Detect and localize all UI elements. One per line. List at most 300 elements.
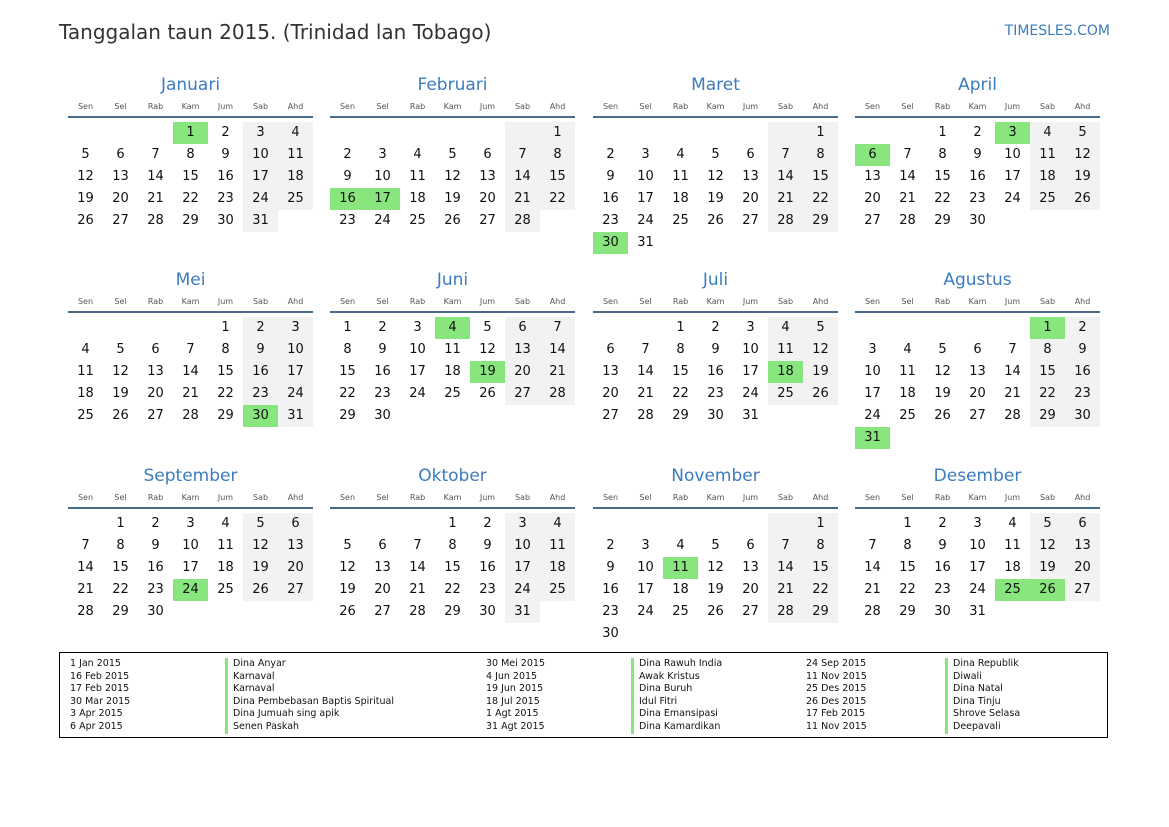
legend-holiday-name: Senen Paskah <box>225 721 394 734</box>
calendar-day: 17 <box>243 166 278 188</box>
empty-day <box>138 122 173 144</box>
weekday-label: Jum <box>1004 297 1021 306</box>
calendar-day: 6 <box>483 147 492 162</box>
calendar-day: 5 <box>343 538 352 553</box>
calendar-day: 31 <box>742 408 759 423</box>
calendar-day: 18 <box>1004 560 1021 575</box>
weekday-label: Sab <box>514 102 531 111</box>
day-grid <box>593 513 838 645</box>
weekday-label: Rab <box>672 493 689 502</box>
calendar-day: 2 <box>378 320 387 335</box>
day-grid <box>593 122 838 254</box>
weekday-label: Kam <box>443 102 462 111</box>
calendar-day: 7 <box>151 147 160 162</box>
header-divider <box>68 507 313 509</box>
calendar-day: 26 <box>112 408 129 423</box>
calendar-day: 29 <box>217 408 234 423</box>
legend-holiday-name: Dina Tinju <box>945 696 1020 709</box>
calendar-day: 2 <box>938 516 947 531</box>
empty-day <box>628 122 663 144</box>
calendar-day: 15 <box>803 557 838 579</box>
calendar-day: 8 <box>676 342 685 357</box>
holiday-day: 31 <box>855 427 890 449</box>
calendar-day: 5 <box>711 538 720 553</box>
day-grid <box>68 122 313 232</box>
calendar-day: 22 <box>339 386 356 401</box>
calendar-day: 24 <box>637 604 654 619</box>
calendar-day: 9 <box>343 169 352 184</box>
calendar-day: 23 <box>374 386 391 401</box>
calendar-day: 16 <box>243 361 278 383</box>
legend-date: 1 Jan 2015 <box>70 658 121 669</box>
calendar-day: 18 <box>672 191 689 206</box>
calendar-day: 7 <box>768 144 803 166</box>
calendar-day: 30 <box>969 213 986 228</box>
month-calendar <box>330 269 575 427</box>
calendar-day: 25 <box>278 188 313 210</box>
calendar-day: 17 <box>864 386 881 401</box>
calendar-day: 24 <box>637 213 654 228</box>
calendar-day: 15 <box>112 560 129 575</box>
calendar-day: 8 <box>116 538 125 553</box>
legend-holiday-name: Dina Republik <box>945 658 1020 671</box>
empty-day <box>505 122 540 144</box>
calendar-day: 16 <box>374 364 391 379</box>
calendar-day: 15 <box>182 169 199 184</box>
calendar-day: 17 <box>505 557 540 579</box>
weekday-label: Sen <box>864 297 881 306</box>
legend-date: 11 Nov 2015 <box>806 720 867 732</box>
calendar-day: 10 <box>505 535 540 557</box>
calendar-day: 13 <box>742 560 759 575</box>
header-divider <box>593 311 838 313</box>
calendar-day: 6 <box>606 342 615 357</box>
calendar-day: 22 <box>1030 383 1065 405</box>
calendar-day: 9 <box>1065 339 1100 361</box>
holiday-day: 19 <box>470 361 505 383</box>
calendar-day: 25 <box>899 408 916 423</box>
weekday-label: Ahd <box>812 102 829 111</box>
weekday-header <box>593 98 838 116</box>
calendar-day: 15 <box>444 560 461 575</box>
calendar-day: 4 <box>278 122 313 144</box>
holiday-day: 16 <box>330 188 365 210</box>
calendar-day: 9 <box>606 560 615 575</box>
calendar-day: 28 <box>899 213 916 228</box>
calendar-day: 6 <box>505 317 540 339</box>
legend-holiday-name: Dina Anyar <box>225 658 394 671</box>
month-name: Agustus <box>943 270 1012 290</box>
empty-day <box>173 317 208 339</box>
weekday-label: Sel <box>639 493 652 502</box>
calendar-day: 19 <box>1030 557 1065 579</box>
month-calendar <box>68 269 313 427</box>
empty-day <box>330 122 365 144</box>
calendar-day: 18 <box>899 386 916 401</box>
calendar-day: 23 <box>969 191 986 206</box>
calendar-day: 22 <box>112 582 129 597</box>
day-grid <box>68 513 313 623</box>
day-grid <box>855 513 1100 623</box>
weekday-label: Sab <box>1039 493 1056 502</box>
calendar-day: 21 <box>1004 386 1021 401</box>
calendar-day: 1 <box>938 125 947 140</box>
calendar-day: 5 <box>803 317 838 339</box>
calendar-day: 6 <box>1065 513 1100 535</box>
header-divider <box>593 116 838 118</box>
calendar-day: 30 <box>147 604 164 619</box>
calendar-day: 28 <box>637 408 654 423</box>
legend-date: 11 Nov 2015 <box>806 670 867 682</box>
calendar-day: 26 <box>707 213 724 228</box>
calendar-day: 15 <box>899 560 916 575</box>
calendar-day: 23 <box>217 191 234 206</box>
calendar-day: 14 <box>409 560 426 575</box>
holiday-day: 3 <box>995 122 1030 144</box>
calendar-day: 1 <box>116 516 125 531</box>
calendar-day: 23 <box>243 383 278 405</box>
legend-holiday-name: Dina Pembebasan Baptis Spiritual <box>225 696 394 709</box>
legend-holiday-name: Dina Natal <box>945 683 1020 696</box>
calendar-day: 6 <box>973 342 982 357</box>
calendar-day: 15 <box>217 364 234 379</box>
holiday-day: 17 <box>365 188 400 210</box>
weekday-header <box>593 489 838 507</box>
weekday-label: Jum <box>1004 102 1021 111</box>
page-title: Tanggalan taun 2015. (Trinidad lan Tobago) <box>59 20 492 44</box>
calendar-day: 16 <box>934 560 951 575</box>
calendar-day: 24 <box>505 579 540 601</box>
calendar-day: 8 <box>803 535 838 557</box>
legend-date: 17 Feb 2015 <box>806 708 866 720</box>
calendar-day: 27 <box>742 604 759 619</box>
legend-holiday-name: Diwali <box>945 671 1020 684</box>
calendar-day: 21 <box>409 582 426 597</box>
calendar-day: 10 <box>864 364 881 379</box>
weekday-label: Ahd <box>287 297 304 306</box>
calendar-day: 23 <box>602 213 619 228</box>
calendar-day: 25 <box>672 213 689 228</box>
calendar-day: 8 <box>1030 339 1065 361</box>
weekday-label: Sab <box>252 297 269 306</box>
calendar-day: 22 <box>540 188 575 210</box>
weekday-label: Jum <box>742 102 759 111</box>
calendar-day: 30 <box>374 408 391 423</box>
calendar-day: 11 <box>540 535 575 557</box>
legend-name-column <box>631 658 722 734</box>
calendar-day: 7 <box>1008 342 1017 357</box>
legend-name-column <box>225 658 394 734</box>
calendar-day: 20 <box>742 191 759 206</box>
calendar-day: 16 <box>1065 361 1100 383</box>
calendar-day: 7 <box>540 317 575 339</box>
weekday-label: Sen <box>602 493 619 502</box>
empty-day <box>103 122 138 144</box>
weekday-label: Sel <box>901 297 914 306</box>
calendar-day: 26 <box>444 213 461 228</box>
calendar-day: 29 <box>934 213 951 228</box>
weekday-label: Jum <box>217 493 234 502</box>
calendar-day: 24 <box>969 582 986 597</box>
weekday-label: Ahd <box>549 493 566 502</box>
calendar-day: 31 <box>637 235 654 250</box>
calendar-day: 14 <box>864 560 881 575</box>
day-grid <box>855 317 1100 449</box>
calendar-day: 23 <box>1065 383 1100 405</box>
calendar-day: 20 <box>278 557 313 579</box>
empty-day <box>768 122 803 144</box>
calendar-day: 15 <box>672 364 689 379</box>
header-divider <box>330 116 575 118</box>
calendar-day: 3 <box>505 513 540 535</box>
calendar-day: 3 <box>413 320 422 335</box>
calendar-day: 17 <box>278 361 313 383</box>
weekday-label: Kam <box>181 297 200 306</box>
calendar-day: 3 <box>378 147 387 162</box>
calendar-day: 5 <box>448 147 457 162</box>
weekday-label: Jum <box>479 493 496 502</box>
calendar-day: 10 <box>969 538 986 553</box>
weekday-label: Kam <box>706 297 725 306</box>
weekday-label: Rab <box>409 493 426 502</box>
calendar-day: 21 <box>147 191 164 206</box>
empty-day <box>855 122 890 144</box>
weekday-label: Jum <box>479 102 496 111</box>
calendar-day: 29 <box>182 213 199 228</box>
calendar-day: 1 <box>903 516 912 531</box>
calendar-day: 19 <box>77 191 94 206</box>
calendar-day: 11 <box>672 169 689 184</box>
calendar-day: 15 <box>1030 361 1065 383</box>
legend-holiday-name: Dina Rawuh India <box>631 658 722 671</box>
month-name: Juli <box>702 270 729 290</box>
calendar-day: 27 <box>147 408 164 423</box>
empty-day <box>960 317 995 339</box>
calendar-day: 14 <box>768 166 803 188</box>
empty-day <box>365 513 400 535</box>
calendar-day: 13 <box>1065 535 1100 557</box>
calendar-day: 13 <box>969 364 986 379</box>
month-name: Oktober <box>418 466 487 486</box>
weekday-label: Jum <box>479 297 496 306</box>
weekday-label: Kam <box>706 493 725 502</box>
weekday-label: Rab <box>409 297 426 306</box>
legend-date: 30 Mar 2015 <box>70 695 131 707</box>
legend-date: 16 Feb 2015 <box>70 670 130 682</box>
empty-day <box>628 317 663 339</box>
calendar-day: 28 <box>77 604 94 619</box>
calendar-day: 18 <box>540 557 575 579</box>
holiday-day: 30 <box>593 232 628 254</box>
empty-day <box>925 317 960 339</box>
calendar-day: 20 <box>742 582 759 597</box>
empty-day <box>365 122 400 144</box>
calendar-day: 16 <box>217 169 234 184</box>
calendar-day: 19 <box>707 582 724 597</box>
calendar-day: 14 <box>540 339 575 361</box>
legend-holiday-name: Karnaval <box>225 683 394 696</box>
calendar-day: 19 <box>707 191 724 206</box>
weekday-label: Kam <box>443 297 462 306</box>
empty-day <box>68 122 103 144</box>
weekday-label: Ahd <box>1074 493 1091 502</box>
calendar-day: 14 <box>182 364 199 379</box>
legend-date: 24 Sep 2015 <box>806 658 867 669</box>
weekday-label: Jum <box>1004 493 1021 502</box>
month-calendar <box>593 465 838 645</box>
calendar-day: 6 <box>278 513 313 535</box>
empty-day <box>138 317 173 339</box>
calendar-day: 15 <box>540 166 575 188</box>
calendar-day: 29 <box>803 601 838 623</box>
weekday-label: Sen <box>864 102 881 111</box>
calendar-day: 29 <box>672 408 689 423</box>
empty-day <box>698 513 733 535</box>
calendar-day: 20 <box>479 191 496 206</box>
calendar-day: 4 <box>676 147 685 162</box>
legend-date-column <box>486 658 545 734</box>
header-divider <box>855 507 1100 509</box>
weekday-header <box>593 293 838 311</box>
legend-holiday-name: Deepavali <box>945 721 1020 734</box>
legend-name-column <box>945 658 1020 734</box>
calendar-day: 13 <box>479 169 496 184</box>
calendar-day: 11 <box>768 339 803 361</box>
calendar-day: 7 <box>641 342 650 357</box>
calendar-day: 12 <box>707 169 724 184</box>
calendar-day: 3 <box>641 538 650 553</box>
month-name: September <box>143 466 238 486</box>
weekday-header <box>855 293 1100 311</box>
calendar-day: 27 <box>742 213 759 228</box>
calendar-day: 13 <box>864 169 881 184</box>
calendar-day: 5 <box>243 513 278 535</box>
calendar-day: 25 <box>77 408 94 423</box>
calendar-day: 4 <box>540 513 575 535</box>
calendar-day: 22 <box>803 579 838 601</box>
calendar-day: 5 <box>1030 513 1065 535</box>
legend-date: 19 Jun 2015 <box>486 683 544 695</box>
weekday-label: Sel <box>639 297 652 306</box>
calendar-day: 27 <box>505 383 540 405</box>
calendar-day: 16 <box>602 582 619 597</box>
calendar-day: 24 <box>742 386 759 401</box>
weekday-label: Kam <box>706 102 725 111</box>
calendar-day: 7 <box>903 147 912 162</box>
calendar-day: 22 <box>899 582 916 597</box>
month-calendar <box>855 269 1100 449</box>
calendar-day: 20 <box>374 582 391 597</box>
calendar-day: 19 <box>243 557 278 579</box>
empty-day <box>663 122 698 144</box>
weekday-label: Sab <box>252 493 269 502</box>
weekday-label: Ahd <box>812 493 829 502</box>
calendar-day: 13 <box>505 339 540 361</box>
calendar-day: 9 <box>243 339 278 361</box>
legend-holiday-name: Shrove Selasa <box>945 708 1020 721</box>
calendar-day: 2 <box>606 538 615 553</box>
empty-day <box>890 122 925 144</box>
calendar-day: 24 <box>243 188 278 210</box>
calendar-day: 12 <box>1065 144 1100 166</box>
calendar-day: 26 <box>77 213 94 228</box>
calendar-day: 13 <box>278 535 313 557</box>
calendar-day: 10 <box>278 339 313 361</box>
calendar-day: 17 <box>1004 169 1021 184</box>
empty-day <box>593 317 628 339</box>
calendar-day: 8 <box>186 147 195 162</box>
calendar-day: 21 <box>768 188 803 210</box>
calendar-day: 4 <box>1030 122 1065 144</box>
weekday-label: Ahd <box>287 102 304 111</box>
calendar-day: 10 <box>637 560 654 575</box>
brand-link[interactable]: TIMESLES.COM <box>1004 23 1110 39</box>
month-name: Desember <box>933 466 1022 486</box>
calendar-day: 29 <box>803 210 838 232</box>
calendar-day: 2 <box>606 147 615 162</box>
legend-holiday-name: Dina Emansipasi <box>631 708 722 721</box>
calendar-day: 12 <box>934 364 951 379</box>
calendar-day: 6 <box>746 538 755 553</box>
calendar-day: 26 <box>339 604 356 619</box>
weekday-label: Jum <box>742 493 759 502</box>
calendar-day: 14 <box>768 557 803 579</box>
legend-date-column <box>806 658 867 734</box>
calendar-day: 21 <box>77 582 94 597</box>
weekday-label: Sab <box>777 102 794 111</box>
calendar-day: 11 <box>409 169 426 184</box>
weekday-label: Sab <box>777 297 794 306</box>
legend-date: 4 Jun 2015 <box>486 670 538 682</box>
calendar-day: 8 <box>803 144 838 166</box>
day-grid <box>593 317 838 427</box>
calendar-day: 29 <box>899 604 916 619</box>
weekday-label: Kam <box>968 297 987 306</box>
calendar-day: 7 <box>768 535 803 557</box>
calendar-day: 20 <box>969 386 986 401</box>
calendar-day: 1 <box>343 320 352 335</box>
weekday-header <box>330 489 575 507</box>
empty-day <box>855 317 890 339</box>
weekday-label: Sel <box>376 297 389 306</box>
empty-day <box>593 513 628 535</box>
calendar-day: 5 <box>938 342 947 357</box>
legend-date: 3 Apr 2015 <box>70 708 123 720</box>
calendar-day: 28 <box>147 213 164 228</box>
weekday-label: Sab <box>252 102 269 111</box>
calendar-day: 16 <box>969 169 986 184</box>
calendar-day: 4 <box>81 342 90 357</box>
calendar-day: 10 <box>243 144 278 166</box>
empty-day <box>68 513 103 535</box>
month-calendar <box>330 74 575 232</box>
calendar-day: 5 <box>81 147 90 162</box>
calendar-day: 21 <box>768 579 803 601</box>
calendar-day: 11 <box>1004 538 1021 553</box>
weekday-label: Sen <box>339 297 356 306</box>
calendar-day: 6 <box>378 538 387 553</box>
calendar-day: 21 <box>864 582 881 597</box>
weekday-label: Rab <box>672 102 689 111</box>
calendar-day: 5 <box>711 147 720 162</box>
empty-day <box>890 317 925 339</box>
empty-day <box>400 513 435 535</box>
calendar-day: 16 <box>479 560 496 575</box>
calendar-day: 28 <box>768 210 803 232</box>
weekday-label: Rab <box>409 102 426 111</box>
calendar-day: 18 <box>672 582 689 597</box>
calendar-day: 10 <box>374 169 391 184</box>
